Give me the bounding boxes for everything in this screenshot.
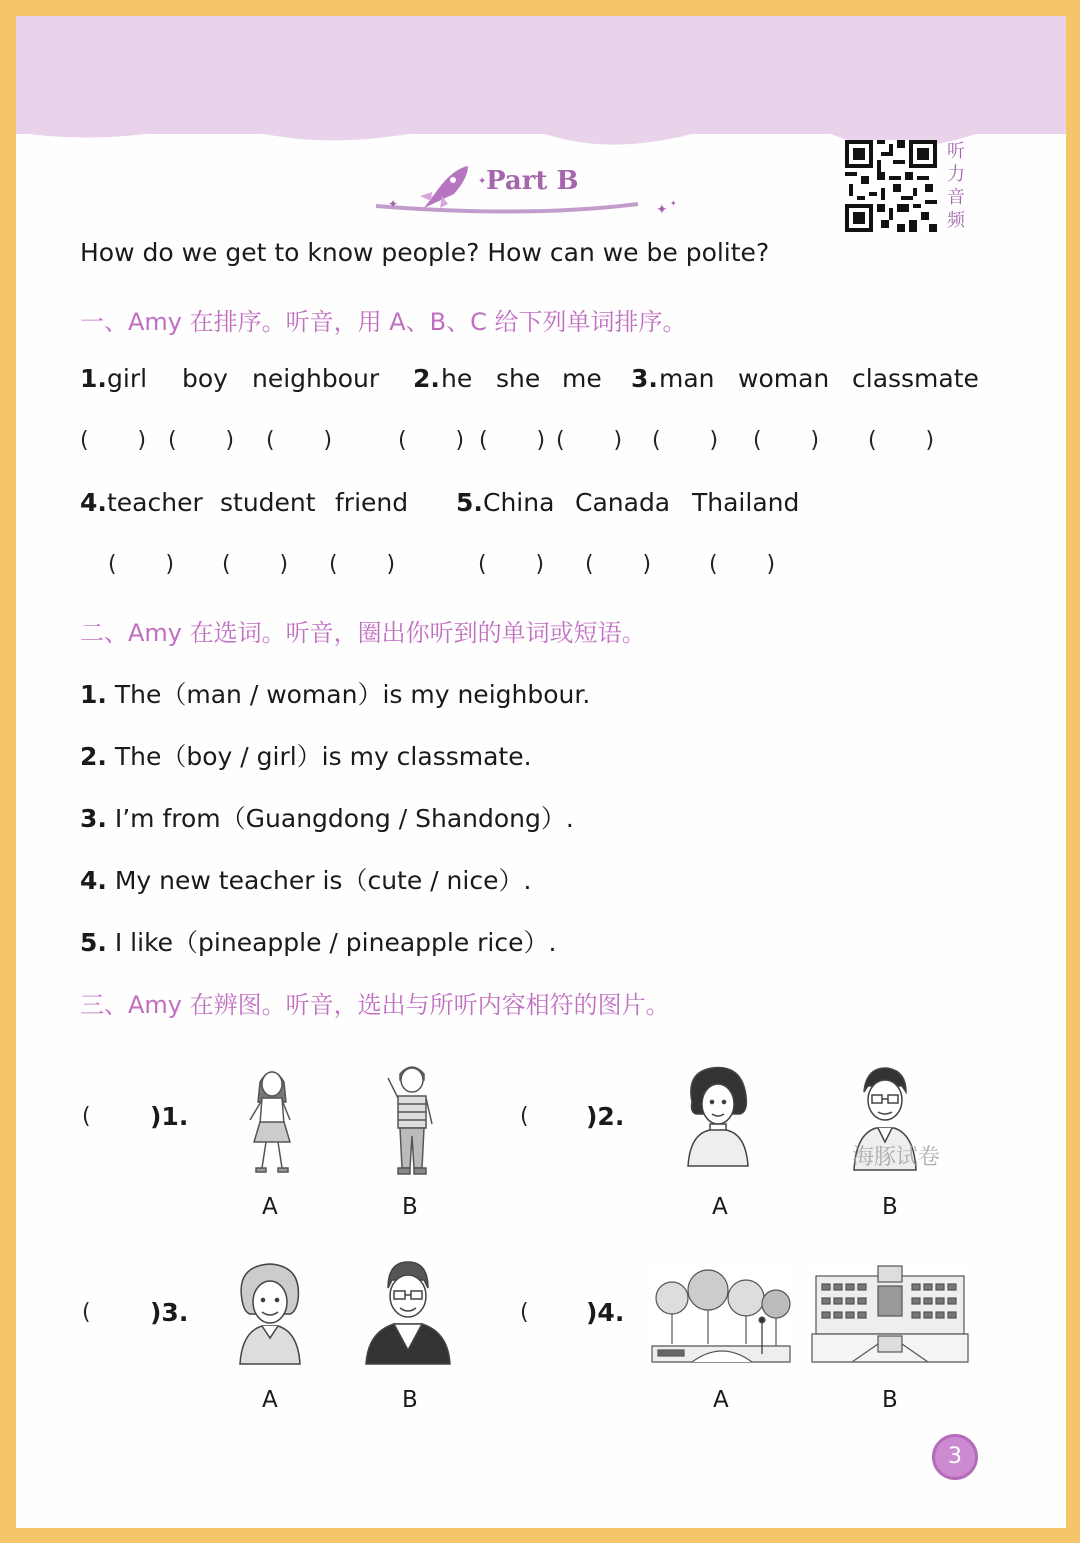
qr-label: 听 力 音 频 <box>947 141 965 231</box>
answer-blank[interactable]: ( ) <box>398 428 465 453</box>
option-b-label: B <box>402 1194 418 1220</box>
worksheet-page <box>16 16 1066 1528</box>
boy-figure-image[interactable] <box>382 1058 442 1178</box>
answer-blank[interactable]: ( ) <box>329 552 396 577</box>
order-group-3-num: 3. <box>631 364 658 393</box>
svg-text:✦: ✦ <box>478 176 487 187</box>
guiding-question: How do we get to know people? How can we be polite? <box>80 238 770 267</box>
option-b-label: B <box>882 1194 898 1220</box>
word-classmate: classmate <box>852 364 979 393</box>
park-scene-image[interactable] <box>652 1264 790 1362</box>
option-a-label: A <box>262 1387 278 1413</box>
answer-blank[interactable]: ( <box>520 1104 571 1129</box>
qr-code-icon[interactable] <box>845 140 937 232</box>
option-b-label: B <box>882 1387 898 1413</box>
svg-text:✦: ✦ <box>656 202 668 218</box>
answer-blank[interactable]: ( ) <box>753 428 820 453</box>
word-thailand: Thailand <box>692 488 800 517</box>
answer-blank[interactable]: ( <box>82 1104 133 1129</box>
word-student: student <box>220 488 316 517</box>
choice-item-1: 1. The（man / woman）is my neighbour. <box>80 680 591 709</box>
answer-blank[interactable]: ( <box>520 1300 571 1325</box>
answer-blank[interactable]: ( ) <box>222 552 289 577</box>
school-building-image[interactable] <box>812 1264 968 1362</box>
rocket-icon <box>420 166 468 208</box>
word-she: she <box>496 364 541 393</box>
word-he: he <box>441 364 473 393</box>
answer-blank[interactable]: ( ) <box>478 552 545 577</box>
answer-blank[interactable]: ( ) <box>108 552 175 577</box>
answer-blank[interactable]: ( ) <box>585 552 652 577</box>
answer-blank[interactable]: ( ) <box>652 428 719 453</box>
word-neighbour: neighbour <box>252 364 380 393</box>
svg-text:✦: ✦ <box>388 197 399 211</box>
word-canada: Canada <box>575 488 671 517</box>
older-woman-image[interactable] <box>234 1260 306 1366</box>
order-group-5-num: 5. <box>456 488 483 517</box>
part-title: Part B <box>486 166 579 196</box>
word-me: me <box>562 364 602 393</box>
curly-hair-woman-image[interactable] <box>682 1062 754 1168</box>
picture-item-1-num: )1. <box>150 1102 189 1131</box>
word-friend: friend <box>335 488 409 517</box>
choice-item-3: 3. I’m from（Guangdong / Shandong）. <box>80 804 574 833</box>
section3-title: 三、Amy 在辨图。听音，选出与所听内容相符的图片。 <box>80 991 670 1019</box>
top-band <box>16 16 1066 134</box>
order-group-2-num: 2. <box>413 364 440 393</box>
answer-blank[interactable]: ( ) <box>479 428 546 453</box>
word-woman: woman <box>738 364 830 393</box>
answer-blank[interactable]: ( ) <box>80 428 147 453</box>
picture-item-4-num: )4. <box>586 1298 625 1327</box>
word-man: man <box>659 364 715 393</box>
section1-title: 一、Amy 在排序。听音，用 A、B、C 给下列单词排序。 <box>80 308 687 336</box>
order-group-1-num: 1. <box>80 364 107 393</box>
picture-item-3-num: )3. <box>150 1298 189 1327</box>
option-a-label: A <box>262 1194 278 1220</box>
choice-item-5: 5. I like（pineapple / pineapple rice）. <box>80 928 557 957</box>
girl-figure-image[interactable] <box>242 1062 302 1176</box>
man-in-vest-image[interactable] <box>362 1258 454 1366</box>
option-a-label: A <box>713 1387 729 1413</box>
svg-text:✦: ✦ <box>670 199 677 208</box>
word-china: China <box>483 488 555 517</box>
word-boy: boy <box>182 364 228 393</box>
answer-blank[interactable]: ( ) <box>709 552 776 577</box>
option-b-label: B <box>402 1387 418 1413</box>
choice-item-4: 4. My new teacher is（cute / nice）. <box>80 866 532 895</box>
watermark: 海豚试卷 <box>852 1145 941 1170</box>
word-girl: girl <box>107 364 148 393</box>
option-a-label: A <box>712 1194 728 1220</box>
answer-blank[interactable]: ( <box>82 1300 133 1325</box>
picture-item-2-num: )2. <box>586 1102 625 1131</box>
order-group-4-num: 4. <box>80 488 107 517</box>
answer-blank[interactable]: ( ) <box>556 428 623 453</box>
answer-blank[interactable]: ( ) <box>168 428 235 453</box>
choice-item-2: 2. The（boy / girl）is my classmate. <box>80 742 532 771</box>
answer-blank[interactable]: ( ) <box>266 428 333 453</box>
section2-title: 二、Amy 在选词。听音，圈出你听到的单词或短语。 <box>80 619 646 647</box>
word-teacher: teacher <box>107 488 203 517</box>
answer-blank[interactable]: ( ) <box>868 428 935 453</box>
page-number-badge: 3 <box>932 1434 978 1480</box>
